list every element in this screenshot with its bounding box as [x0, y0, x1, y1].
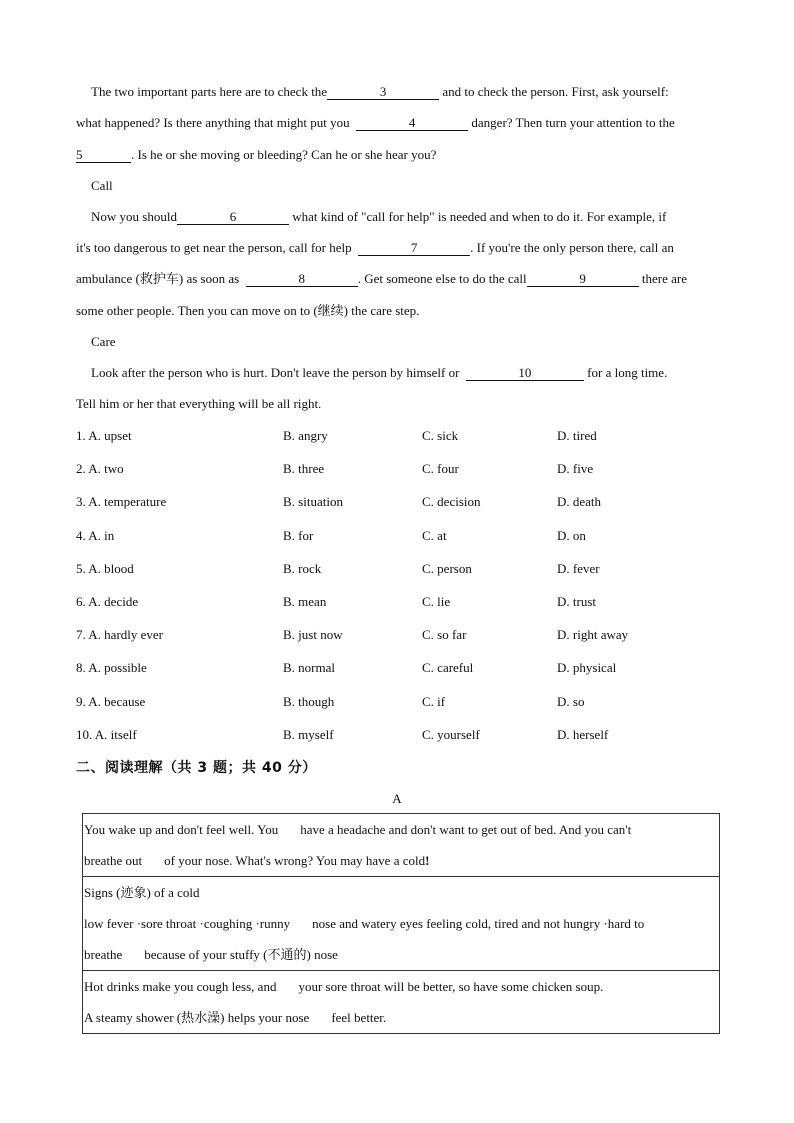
option-6-d[interactable]: D. trust: [557, 594, 596, 609]
option-9-a[interactable]: 9. A. because: [76, 693, 146, 709]
option-3-d[interactable]: D. death: [557, 494, 602, 510]
option-2-a[interactable]: 2. A. two: [76, 461, 124, 477]
blank-6[interactable]: 6: [177, 210, 289, 225]
option-7-a[interactable]: 7. A. hardly ever: [76, 627, 164, 643]
option-9-d[interactable]: D. so: [557, 693, 585, 709]
blank-8[interactable]: 8: [246, 272, 358, 287]
heading-call: Call: [91, 178, 113, 193]
heading-care: Care: [91, 334, 116, 349]
blank-4[interactable]: 4: [356, 116, 468, 131]
section-title: 二、阅读理解（共 3 题；共 40 分）: [76, 760, 317, 776]
option-3-a[interactable]: 3. A. temperature: [76, 494, 167, 510]
option-8-a[interactable]: 8. A. possible: [76, 660, 147, 676]
passage-line: Tell him or her that everything will be all right.: [76, 396, 322, 411]
blank-3[interactable]: 3: [327, 85, 439, 100]
option-6-c[interactable]: C. lie: [422, 594, 451, 609]
option-5-d[interactable]: D. fever: [557, 560, 600, 576]
option-7-c[interactable]: C. so far: [422, 627, 467, 643]
table-row: [83, 971, 720, 1034]
option-1-b[interactable]: B. angry: [283, 428, 328, 443]
option-2-c[interactable]: C. four: [422, 461, 459, 477]
option-1-d[interactable]: D. tired: [557, 428, 597, 443]
passage-label: A: [392, 791, 402, 806]
passage-line: Now you should 6 what kind of "call for help" is needed and when to do it. For example, if: [91, 209, 667, 224]
option-2-b[interactable]: B. three: [283, 461, 325, 477]
option-4-a[interactable]: 4. A. in: [76, 527, 115, 543]
passage-line: ambulance (救护车) as soon as 8 . Get someone else to do the call 9 there are: [76, 271, 687, 286]
option-2-d[interactable]: D. five: [557, 461, 594, 477]
option-3-c[interactable]: C. decision: [422, 494, 481, 510]
option-6-b[interactable]: B. mean: [283, 594, 327, 609]
passage-line: it's too dangerous to get near the person, call for help 7 . If you're the only person there, call an: [76, 240, 674, 255]
passage-line: some other people. Then you can move on to (继续) the care step.: [76, 303, 420, 318]
table-cell: Hot drinks make you cough less, and your sore throat will be better, so have some chicken soup. A steamy shower (热水澡) helps your nose feel better.: [83, 971, 720, 1034]
option-10-a[interactable]: 10. A. itself: [76, 726, 137, 742]
option-5-a[interactable]: 5. A. blood: [76, 560, 134, 576]
option-7-b[interactable]: B. just now: [283, 627, 343, 643]
option-8-b[interactable]: B. normal: [283, 660, 335, 676]
option-10-d[interactable]: D. herself: [557, 726, 609, 742]
option-4-c[interactable]: C. at: [422, 527, 447, 543]
passage-line: Look after the person who is hurt. Don't leave the person by himself or 10 for a long time.: [91, 365, 668, 380]
table-cell: Signs (迹象) of a cold low fever ·sore throat ·coughing ·runny nose and watery eyes feeling cold, tired and not hungry ·hard to breathe because of your stuffy (不通的) nose: [83, 877, 720, 971]
blank-5[interactable]: 5: [76, 148, 131, 163]
option-3-b[interactable]: B. situation: [283, 494, 343, 510]
option-1-c[interactable]: C. sick: [422, 428, 459, 443]
option-7-d[interactable]: D. right away: [557, 627, 629, 643]
table-row: [83, 814, 720, 877]
passage-line: what happened? Is there anything that might put you 4 danger? Then turn your attention to the: [76, 115, 675, 130]
option-5-b[interactable]: B. rock: [283, 560, 322, 576]
option-5-c[interactable]: C. person: [422, 560, 472, 576]
table-row: [83, 877, 720, 971]
blank-10[interactable]: 10: [466, 366, 584, 381]
passage-line: The two important parts here are to check the 3 and to check the person. First, ask yourself:: [91, 84, 669, 99]
option-9-b[interactable]: B. though: [283, 693, 335, 709]
option-1-a[interactable]: 1. A. upset: [76, 428, 132, 443]
blank-7[interactable]: 7: [358, 241, 470, 256]
option-8-c[interactable]: C. careful: [422, 660, 474, 676]
passage-line: 5 . Is he or she moving or bleeding? Can he or she hear you?: [76, 147, 437, 162]
option-9-c[interactable]: C. if: [422, 693, 446, 709]
reading-table: [82, 813, 720, 1034]
table-cell: You wake up and don't feel well. You have a headache and don't want to get out of bed. And you can't breathe out of your nose. What's wrong? You may have a cold!: [83, 814, 720, 877]
option-8-d[interactable]: D. physical: [557, 660, 617, 676]
option-10-c[interactable]: C. yourself: [422, 726, 480, 742]
option-4-b[interactable]: B. for: [283, 527, 314, 543]
option-6-a[interactable]: 6. A. decide: [76, 594, 139, 609]
blank-9[interactable]: 9: [527, 272, 639, 287]
option-10-b[interactable]: B. myself: [283, 726, 334, 742]
option-4-d[interactable]: D. on: [557, 527, 586, 543]
